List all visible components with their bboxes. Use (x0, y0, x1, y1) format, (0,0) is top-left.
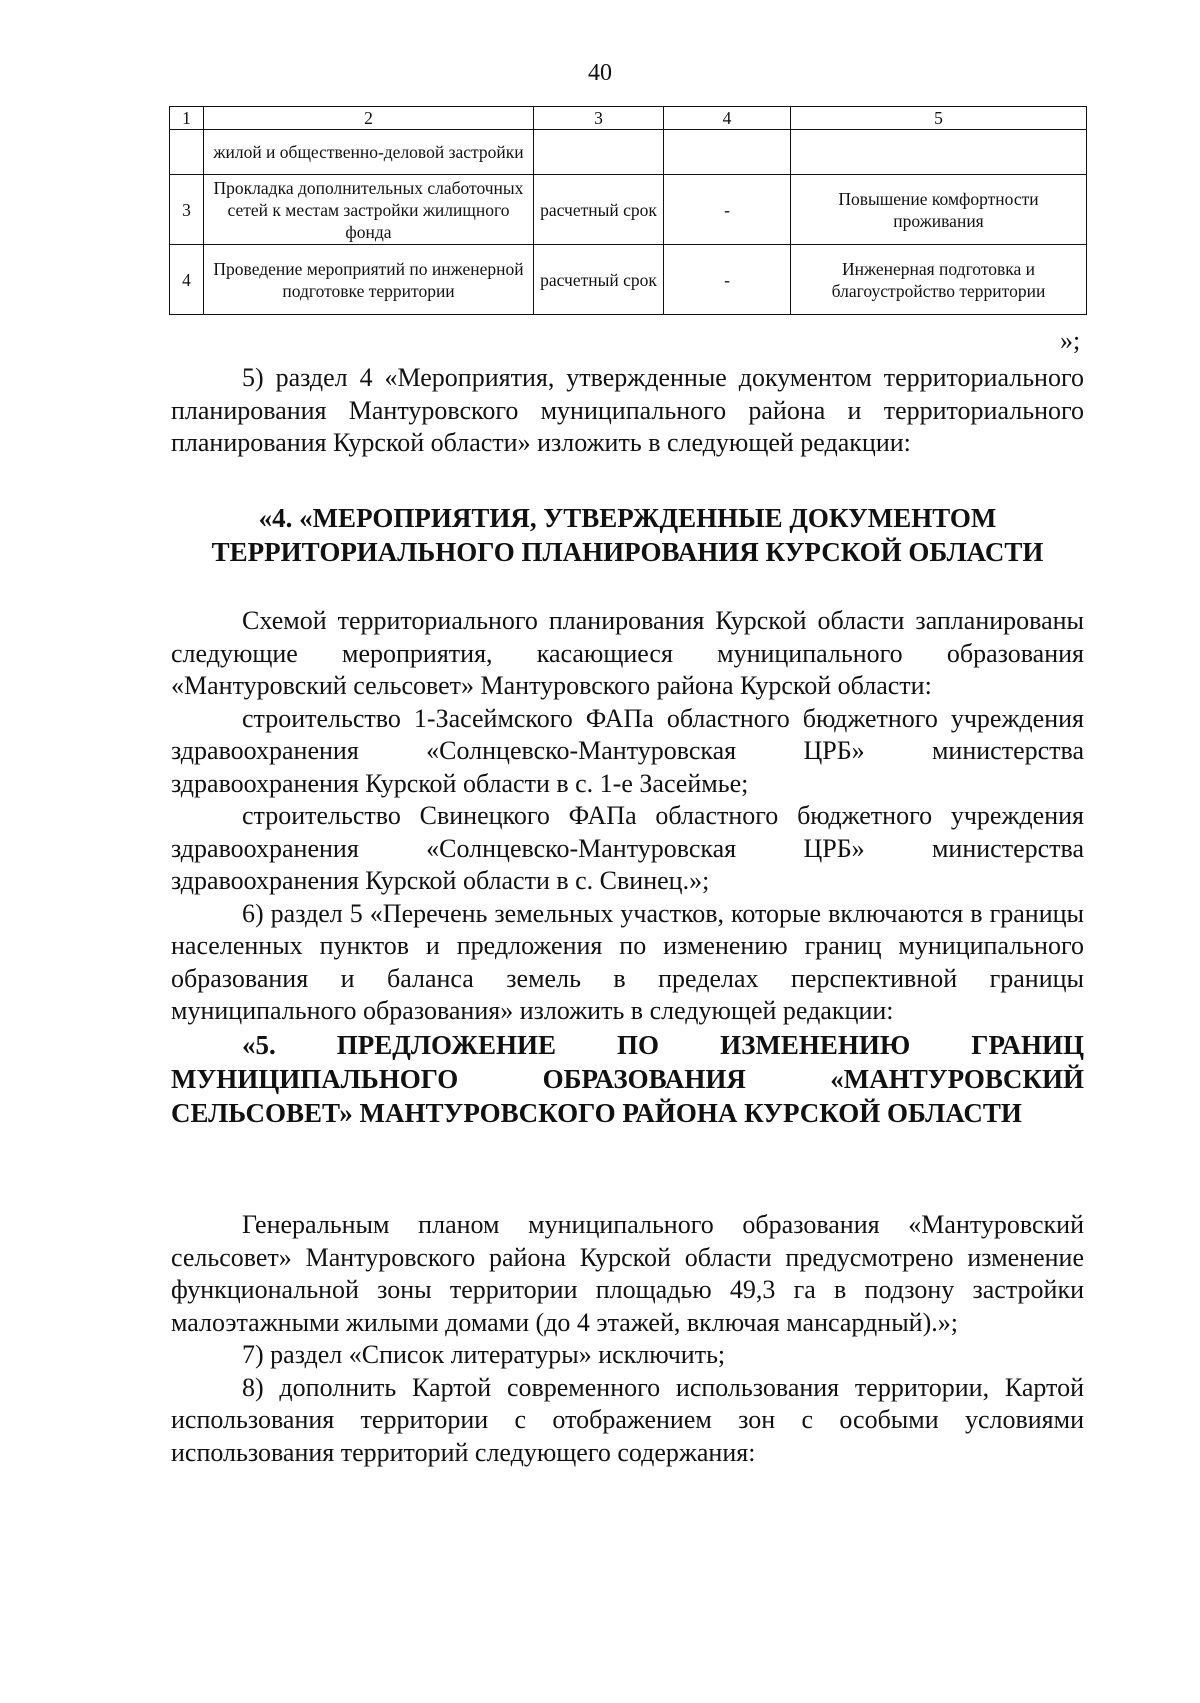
row-number: 3 (170, 175, 204, 245)
row-number (170, 130, 204, 175)
table-header-cell: 4 (664, 107, 791, 130)
paragraph-construction-1: строительство 1-Засеймского ФАПа областного бюджетного учреждения здравоохранения «Солнцевско-Мантуровская ЦРБ» министерства здравоохранения Курской области в с. 1-е Засеймье; (171, 703, 1084, 798)
paragraph-construction-2: строительство Свинецкого ФАПа областного бюджетного учреждения здравоохранения «Солнцевско-Мантуровская ЦРБ» министерства здравоохранения Курской области в с. Свинец.»; (171, 801, 1084, 895)
table-closing-quote: »; (1060, 326, 1081, 355)
heading-section-4 (171, 501, 1084, 569)
measure-col4 (664, 130, 791, 175)
table-row (170, 245, 1087, 315)
section-4-heading: «4. «МЕРОПРИЯТИЯ, УТВЕРЖДЕННЫЕ ДОКУМЕНТОМ ТЕРРИТОРИАЛЬНОГО ПЛАНИРОВАНИЯ КУРСКОЙ ОБЛАСТИ (211, 503, 1044, 567)
measure-term (534, 130, 664, 175)
paragraph-scheme: Схемой территориального планирования Курской области запланированы следующие мероприятия, касающиеся муниципального образования «Мантуровский сельсовет» Мантуровского района Курской области: (171, 606, 1084, 700)
section-5-body (171, 1209, 1084, 1469)
section-4-body (171, 605, 1084, 1130)
table-header-cell: 3 (534, 107, 664, 130)
measure-name: жилой и общественно-деловой застройки (204, 130, 534, 175)
measure-name: Проведение мероприятий по инженерной подготовке территории (204, 245, 534, 315)
table-row (170, 130, 1087, 175)
table-header-cell: 2 (204, 107, 534, 130)
measure-col4: - (664, 245, 791, 315)
paragraph-item-5: 5) раздел 4 «Мероприятия, утвержденные документом территориального планирования Мантуровского муниципального района и территориального планирования Курской области» изложить в следующей редакции: (171, 363, 1084, 457)
paragraph-section-4 (171, 362, 1084, 460)
table-header-cell: 5 (791, 107, 1087, 130)
paragraph-general-plan: Генеральным планом муниципального образования «Мантуровский сельсовет» Мантуровского района Курской области предусмотрено изменение функциональной зоны территории площадью 49,3 га в подзону застройки малоэтажными жилыми домами (до 4 этажей, включая мансардный).»; (171, 1210, 1084, 1337)
table-row (170, 175, 1087, 245)
measure-term: расчетный срок (534, 175, 664, 245)
table-header-row (170, 107, 1087, 130)
paragraph-item-8: 8) дополнить Картой современного использования территории, Картой использования территории с отображением зон с особыми условиями использования территорий следующего содержания: (171, 1372, 1084, 1467)
section-5-heading (171, 1028, 1084, 1130)
section-5-heading-main: «5. ПРЕДЛОЖЕНИЕ ПО ИЗМЕНЕНИЮ ГРАНИЦ МУНИЦИПАЛЬНОГО ОБРАЗОВАНИЯ «МАНТУРОВСКИЙ (171, 1029, 1084, 1094)
section-5-heading-last: СЕЛЬСОВЕТ» МАНТУРОВСКОГО РАЙОНА КУРСКОЙ ОБЛАСТИ (171, 1097, 1022, 1128)
measure-result (791, 130, 1087, 175)
row-number: 4 (170, 245, 204, 315)
page-number: 40 (588, 60, 612, 86)
measure-col4: - (664, 175, 791, 245)
paragraph-item-6: 6) раздел 5 «Перечень земельных участков, которые включаются в границы населенных пунктов и предложения по изменению границ муниципального образования и баланса земель в пределах перспективной границы муниципального образования» изложить в следующей редакции: (171, 898, 1084, 1025)
table-header-cell: 1 (170, 107, 204, 130)
measure-name: Прокладка дополнительных слаботочных сетей к местам застройки жилищного фонда (204, 175, 534, 245)
measure-term: расчетный срок (534, 245, 664, 315)
measure-result: Повышение комфортности проживания (791, 175, 1087, 245)
paragraph-item-7: 7) раздел «Список литературы» исключить; (242, 1340, 726, 1369)
measure-result: Инженерная подготовка и благоустройство территории (791, 245, 1087, 315)
measures-table (169, 106, 1087, 315)
